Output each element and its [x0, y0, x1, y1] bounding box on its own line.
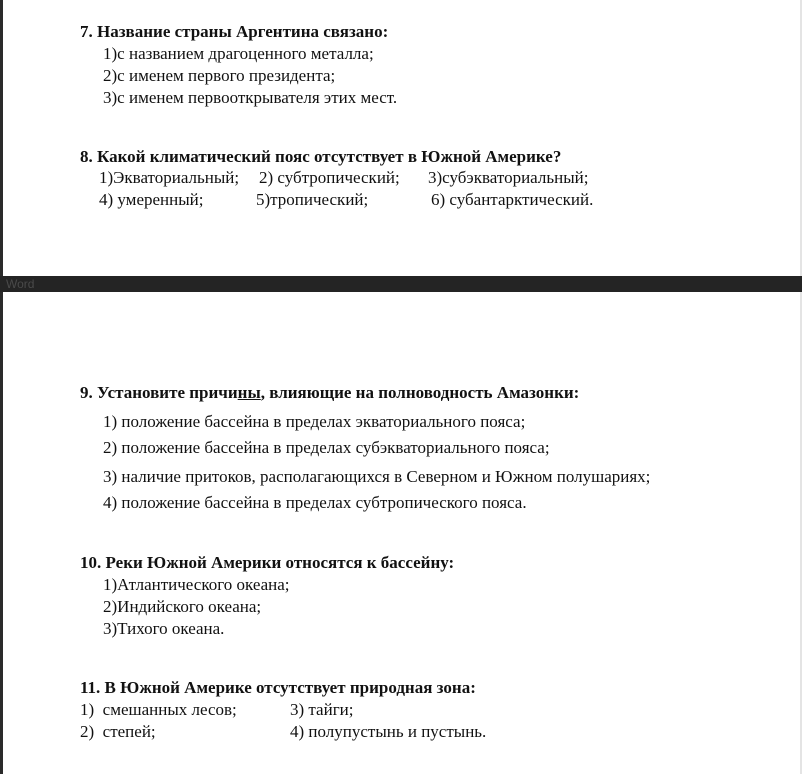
option-text: Индийского океана;	[117, 597, 262, 616]
question-7-option-1	[103, 43, 374, 65]
option-text: Тихого океана.	[117, 619, 225, 638]
question-10-option-1	[103, 574, 290, 596]
question-9-option-1: 1) положение бассейна в пределах экваториального пояса;	[103, 412, 526, 431]
question-9-option-2: 2) положение бассейна в пределах субэкваториального пояса;	[103, 438, 550, 457]
question-11-option-2: 2) степей;	[80, 722, 156, 741]
question-10-title: 10. Реки Южной Америки относятся к бассейну:	[80, 553, 455, 572]
option-text: Атлантического океана;	[117, 575, 290, 594]
option-text: с именем первооткрывателя этих мест.	[117, 88, 398, 107]
option-number: 3)	[103, 619, 118, 638]
question-8-option-4: 4) умеренный;	[99, 190, 204, 209]
option-number: 1)	[103, 575, 118, 594]
question-9-title	[80, 382, 579, 404]
question-8-option-2: 2) субтропический;	[259, 168, 400, 187]
option-number: 3)	[103, 88, 118, 107]
question-8-option-3: 3)субэкваториальный;	[428, 168, 589, 187]
title-part: , влияющие на полноводность Амазонки:	[260, 383, 580, 402]
question-9-option-4: 4) положение бассейна в пределах субтропического пояса.	[103, 493, 527, 512]
left-border	[0, 0, 3, 774]
question-11-option-3: 3) тайги;	[290, 700, 354, 719]
option-number: 2)	[103, 597, 118, 616]
option-text: с названием драгоценного металла;	[117, 44, 374, 63]
title-part: 9. Установите причи	[80, 383, 238, 402]
question-10-option-3	[103, 618, 224, 640]
question-8-option-1: 1)Экваториальный;	[99, 168, 240, 187]
option-number: 1)	[103, 44, 118, 63]
question-9-option-3: 3) наличие притоков, располагающихся в Северном и Южном полушариях;	[103, 467, 651, 486]
divider-label: Word	[6, 277, 35, 291]
question-7-option-2	[103, 65, 335, 87]
question-7-title: 7. Название страны Аргентина связано:	[80, 22, 389, 41]
question-11-option-4: 4) полупустынь и пустынь.	[290, 722, 487, 741]
question-7-option-3	[103, 87, 397, 109]
question-8-option-5: 5)тропический;	[256, 190, 369, 209]
page-divider	[0, 276, 802, 292]
question-8-option-6: 6) субантарктический.	[431, 190, 594, 209]
question-11-title: 11. В Южной Америке отсутствует природная зона:	[80, 678, 476, 697]
question-11-option-1: 1) смешанных лесов;	[80, 700, 237, 719]
question-8-title: 8. Какой климатический пояс отсутствует в Южной Америке?	[80, 147, 562, 166]
title-underlined-part: ны	[237, 383, 261, 402]
question-10-option-2	[103, 596, 261, 618]
option-number: 2)	[103, 66, 118, 85]
option-text: с именем первого президента;	[117, 66, 336, 85]
